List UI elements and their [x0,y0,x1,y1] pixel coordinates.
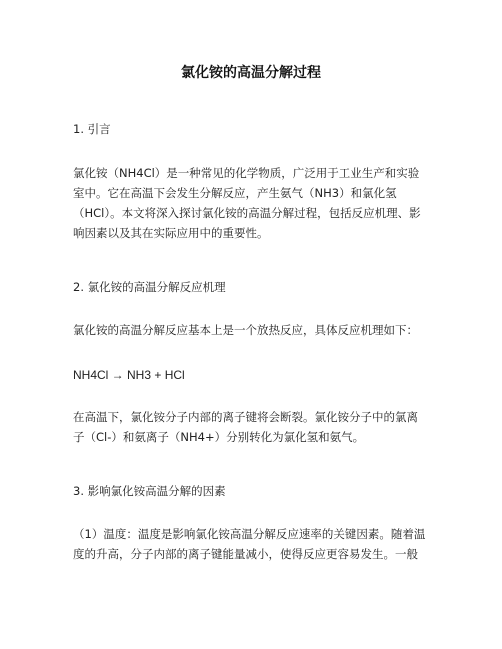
section-3-paragraph [73,524,433,564]
paragraph-line: 氯化铵（NH4Cl）是一种常见的化学物质，广泛用于工业生产和实验 [73,166,420,180]
paragraph-line: 室中。它在高温下会发生分解反应，产生氨气（NH3）和氯化氢 [73,186,397,200]
paragraph-line: 子（Cl-）和氨离子（NH4+）分别转化为氯化氢和氨气。 [73,430,365,444]
paragraph-line: 响因素以及其在实际应用中的重要性。 [73,226,269,240]
paragraph-line: （1）温度：温度是影响氯化铵高温分解反应速率的关键因素。随着温 [73,527,426,541]
section-1-heading: 1. 引言 [73,122,111,136]
paragraph-line: （HCl）。本文将深入探讨氯化铵的高温分解过程，包括反应机理、影 [73,206,421,220]
section-3-heading: 3. 影响氯化铵高温分解的因素 [73,484,226,498]
document-title: 氯化铵的高温分解过程 [181,65,321,81]
section-2-heading: 2. 氯化铵的高温分解反应机理 [73,280,226,294]
section-2-paragraph [73,407,433,447]
section-1-paragraph [73,163,433,243]
chemical-equation: NH4Cl → NH3 + HCl [73,368,185,382]
paragraph-line: 氯化铵的高温分解反应基本上是一个放热反应，具体反应机理如下： [73,323,418,337]
paragraph-line: 在高温下，氯化铵分子内部的离子键将会断裂。氯化铵分子中的氯离 [73,410,418,424]
paragraph-line: 度的升高，分子内部的离子键能量减小，使得反应更容易发生。一般 [73,547,418,561]
section-2-intro [73,320,433,340]
